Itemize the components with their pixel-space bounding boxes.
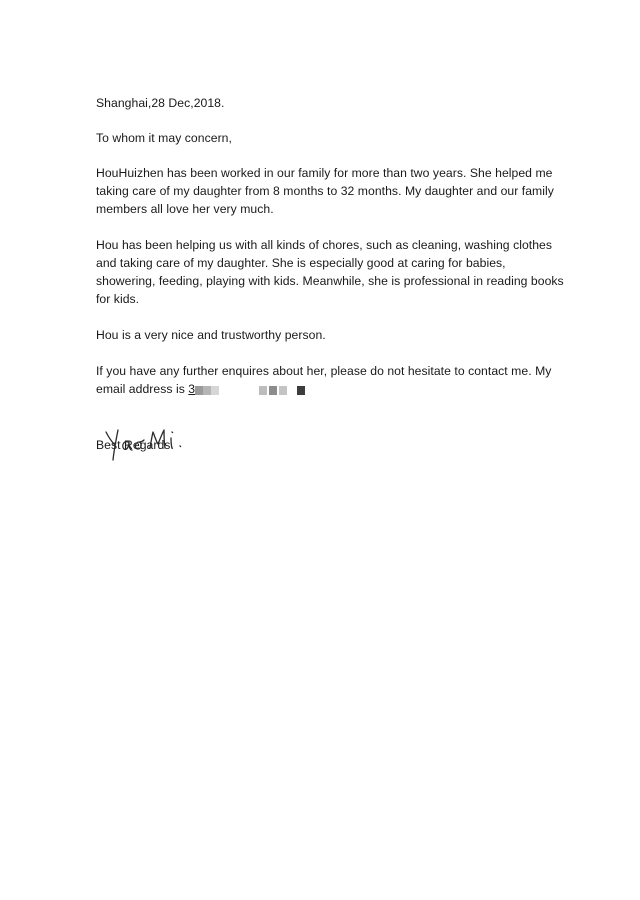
salutation: To whom it may concern,	[96, 131, 232, 145]
paragraph-employment: HouHuizhen has been worked in our family for more than two years. She helped me taking care of my daughter from 8 months to 32 months. My daughter and our family members all love her very much.	[96, 166, 554, 216]
email-visible-prefix: 3	[188, 382, 196, 396]
closing: Best Regards.	[96, 438, 174, 452]
contact-text: If you have any further enquires about her, please do not hesitate to contact me. My email address is	[96, 364, 552, 396]
paragraph-chores: Hou has been helping us with all kinds of chores, such as cleaning, washing clothes and taking care of my daughter. She is especially good at caring for babies, showering, feeding, playing with kids. Meanwhile, she is professional in reading books for kids.	[96, 238, 564, 306]
letter-date: Shanghai,28 Dec,2018.	[96, 96, 225, 110]
handwritten-signature	[104, 420, 194, 464]
paragraph-character: Hou is a very nice and trustworthy person.	[96, 328, 326, 342]
paragraph-contact	[96, 362, 566, 398]
letter-body	[96, 94, 566, 454]
email-redaction	[195, 384, 307, 396]
